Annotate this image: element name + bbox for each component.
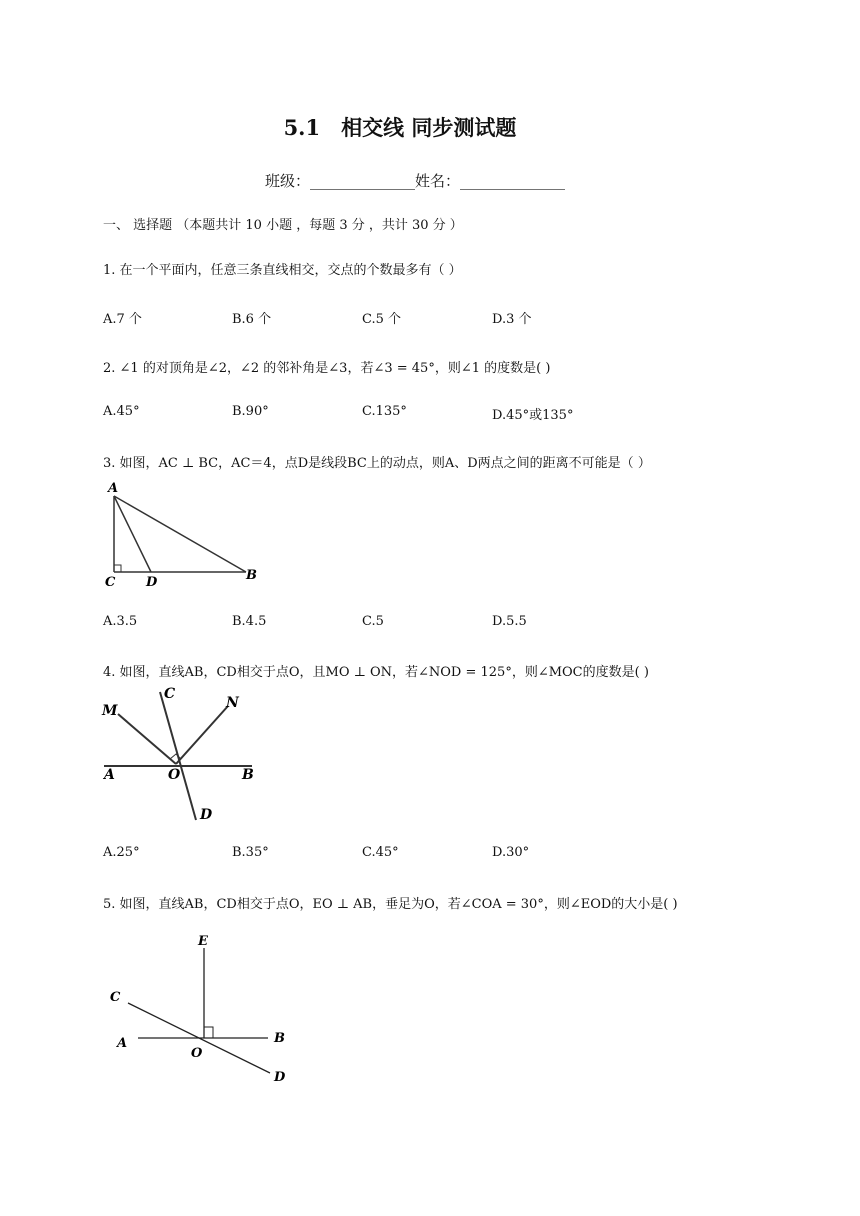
question-1-stem: 1. 在一个平面内，任意三条直线相交，交点的个数最多有（ ） xyxy=(103,263,462,278)
question-2-option-a: A.45° xyxy=(103,404,140,419)
question-4-stem: 4. 如图，直线AB，CD相交于点O，且MO ⊥ ON，若∠NOD = 125°，则∠MOC的度数是( ) xyxy=(103,665,649,680)
question-3-option-b: B.4.5 xyxy=(232,614,267,629)
question-3-option-c: C.5 xyxy=(362,614,384,629)
figure-label: O xyxy=(168,767,181,783)
figure-label: N xyxy=(226,695,239,711)
figure-label: C xyxy=(105,575,116,590)
question-1-option-b: B.6 个 xyxy=(232,312,272,327)
page-title: 5.1 相交线 同步测试题 xyxy=(283,115,517,140)
question-3-option-a: A.3.5 xyxy=(103,614,138,629)
figure-label: O xyxy=(191,1046,203,1061)
question-2-option-d: D.45°或135° xyxy=(492,408,574,423)
question-4-option-a: A.25° xyxy=(103,845,140,860)
section-heading: 一、 选择题 （本题共计 10 小题 ，每题 3 分 ，共计 30 分 ） xyxy=(103,218,463,233)
question-1-option-d: D.3 个 xyxy=(492,312,532,327)
question-5-stem: 5. 如图，直线AB，CD相交于点O，EO ⊥ AB，垂足为O，若∠COA = 30°，则∠EOD的大小是( ) xyxy=(103,897,678,912)
class-name-line: 班级：______________姓名：______________ xyxy=(265,172,566,190)
figure-label: B xyxy=(246,568,257,583)
question-1-option-c: C.5 个 xyxy=(362,312,402,327)
figure-label: M xyxy=(102,703,118,719)
question-4-figure xyxy=(100,680,260,826)
figure-label: E xyxy=(198,934,208,949)
question-4-option-b: B.35° xyxy=(232,845,269,860)
figure-label: B xyxy=(242,767,254,783)
figure-label: D xyxy=(146,575,158,590)
figure-label: D xyxy=(200,807,213,823)
question-1-option-a: A.7 个 xyxy=(103,312,142,327)
question-3-stem: 3. 如图，AC ⊥ BC，AC＝4，点D是线段BC上的动点，则A、D两点之间的距离不可能是（ ） xyxy=(103,456,651,471)
question-2-stem: 2. ∠1 的对顶角是∠2，∠2 的邻补角是∠3，若∠3 = 45°，则∠1 的度数是( ) xyxy=(103,361,551,376)
figure-label: C xyxy=(164,686,176,702)
figure-label: C xyxy=(110,990,121,1005)
figure-label: B xyxy=(274,1031,285,1046)
question-2-option-c: C.135° xyxy=(362,404,407,419)
figure-label: A xyxy=(104,767,115,783)
figure-label: A xyxy=(108,481,119,496)
question-4-option-d: D.30° xyxy=(492,845,530,860)
question-4-option-c: C.45° xyxy=(362,845,399,860)
question-2-option-b: B.90° xyxy=(232,404,269,419)
figure-label: A xyxy=(117,1036,128,1051)
question-5-figure xyxy=(100,926,300,1090)
question-3-option-d: D.5.5 xyxy=(492,614,527,629)
figure-label: D xyxy=(274,1070,286,1085)
question-3-figure xyxy=(100,476,270,594)
